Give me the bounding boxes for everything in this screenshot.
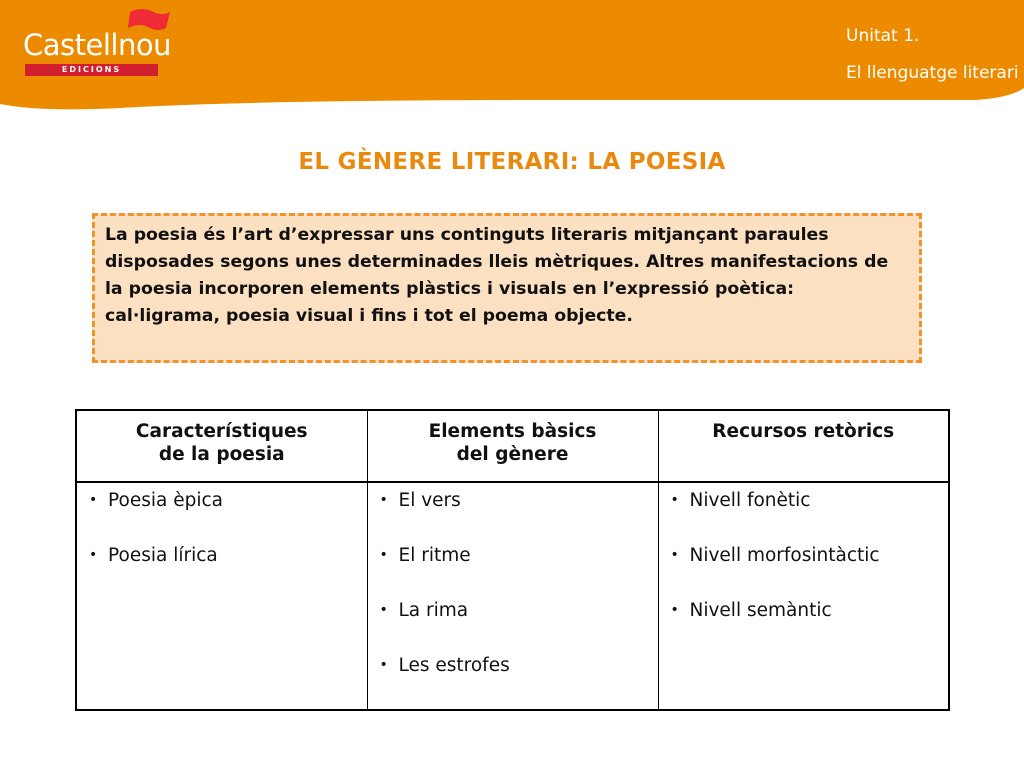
rhetorical-resources-cell — [658, 482, 949, 710]
basic-elements-cell — [367, 482, 658, 710]
basic-elements-list — [380, 489, 658, 709]
table-header-row — [76, 410, 949, 482]
definition-box: La poesia és l’art d’expressar uns continguts literaris mitjançant paraules disposades segons unes determinades lleis mètriques. Altres manifestacions de la poesia incorporen elements plàstics i visuals en l’expressió poètica: cal·ligrama, poesia visual i fins i tot el poema objecte. — [92, 213, 922, 363]
header-line: Elements bàsics — [428, 421, 597, 442]
list-item: • Nivell fonètic — [671, 489, 949, 544]
unit-label: Unitat 1. — [846, 26, 920, 46]
list-item: • El ritme — [380, 544, 658, 599]
table-row — [76, 482, 949, 710]
list-item: • La rima — [380, 599, 658, 654]
list-item: • El vers — [380, 489, 658, 544]
list-item: • Nivell morfosintàctic — [671, 544, 949, 599]
header-line: del gènere — [456, 444, 569, 465]
header-line: Recursos retòrics — [712, 421, 895, 442]
list-item: • Nivell semàntic — [671, 599, 949, 654]
list-item: • Poesia èpica — [89, 489, 367, 544]
logo-subtitle: EDICIONS — [25, 64, 158, 76]
characteristics-list — [89, 489, 367, 599]
header-rhetorical-resources — [658, 410, 949, 482]
header-basic-elements — [367, 410, 658, 482]
list-item: • Poesia lírica — [89, 544, 367, 599]
page-title: EL GÈNERE LITERARI: LA POESIA — [298, 149, 726, 175]
poetry-table — [75, 409, 950, 711]
header-line: de la poesia — [158, 444, 285, 465]
characteristics-cell — [76, 482, 367, 710]
list-item: • Les estrofes — [380, 654, 658, 709]
unit-topic: El llenguatge literari — [846, 63, 1019, 83]
logo-name: Castellnou — [23, 28, 171, 62]
header-characteristics — [76, 410, 367, 482]
rhetorical-resources-list — [671, 489, 949, 654]
header-line: Característiques — [135, 421, 308, 442]
